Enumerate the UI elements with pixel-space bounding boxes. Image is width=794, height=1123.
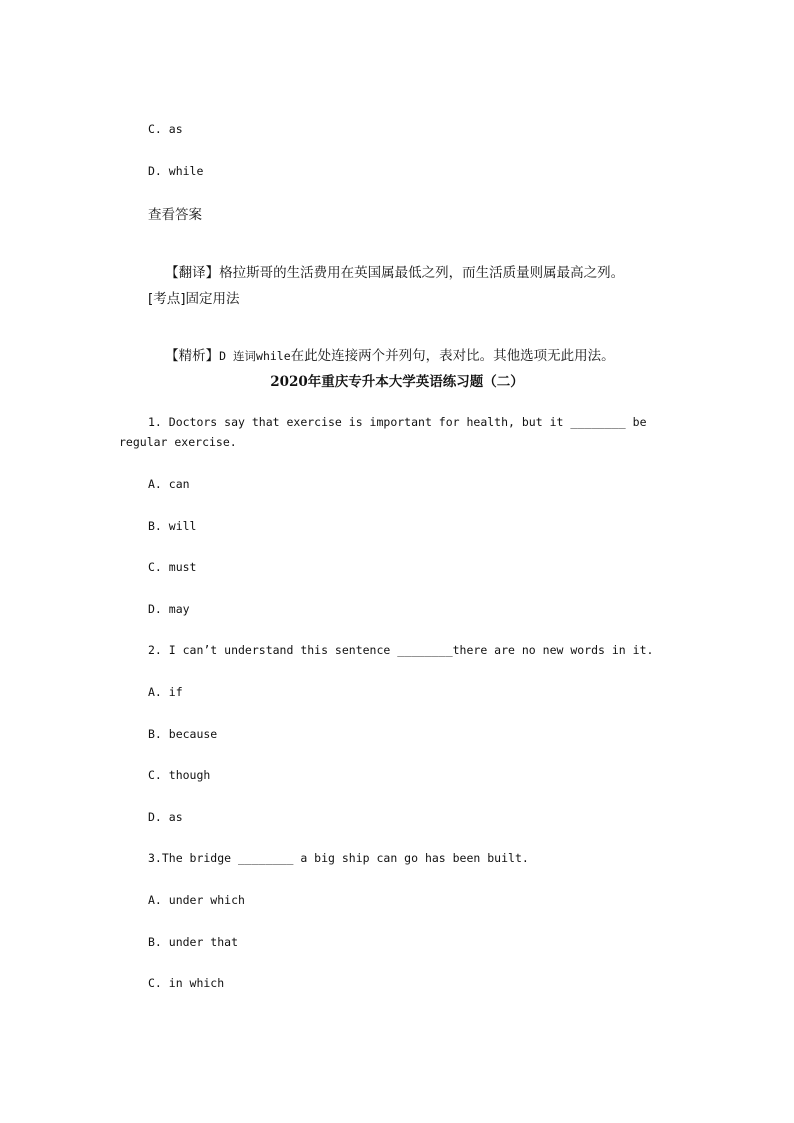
q1-option-a[interactable]: A. can (148, 477, 190, 491)
view-answer-link[interactable]: 查看答案 (148, 207, 202, 223)
question-1-line-1: 1. Doctors say that exercise is important for health, but it ________ be (148, 415, 647, 429)
analysis-prefix: D 连词 (219, 349, 257, 363)
analysis-text: 在此处连接两个并列句，表对比。其他选项无此用法。 (290, 348, 615, 364)
analysis-label: 【精析】 (165, 348, 220, 364)
q2-option-a[interactable]: A. if (148, 685, 183, 699)
prev-option-c: C. as (148, 122, 183, 136)
translation-text: 格拉斯哥的生活费用在英国属最低之列，而生活质量则属最高之列。 (219, 265, 625, 281)
q2-option-c[interactable]: C. though (148, 768, 211, 782)
q3-option-c[interactable]: C. in which (148, 976, 225, 990)
q1-option-c[interactable]: C. must (148, 560, 197, 574)
prev-option-d: D. while (148, 164, 204, 178)
q2-option-b[interactable]: B. because (148, 727, 218, 741)
question-1-line-2: regular exercise. (119, 435, 237, 449)
q3-option-a[interactable]: A. under which (148, 893, 245, 907)
kaodian-line: [考点]固定用法 (148, 291, 240, 307)
q2-option-d[interactable]: D. as (148, 810, 183, 824)
q1-option-b[interactable]: B. will (148, 519, 197, 533)
question-3: 3.The bridge ________ a big ship can go has been built. (148, 851, 529, 865)
translation-label: 【翻译】 (165, 265, 220, 281)
q3-option-b[interactable]: B. under that (148, 935, 239, 949)
question-2: 2. I can’t understand this sentence ________there are no new words in it. (148, 643, 654, 657)
q1-option-d[interactable]: D. may (148, 602, 190, 616)
section-title: 2020年重庆专升本大学英语练习题（二） (270, 374, 524, 390)
analysis-keyword: while (256, 349, 291, 363)
